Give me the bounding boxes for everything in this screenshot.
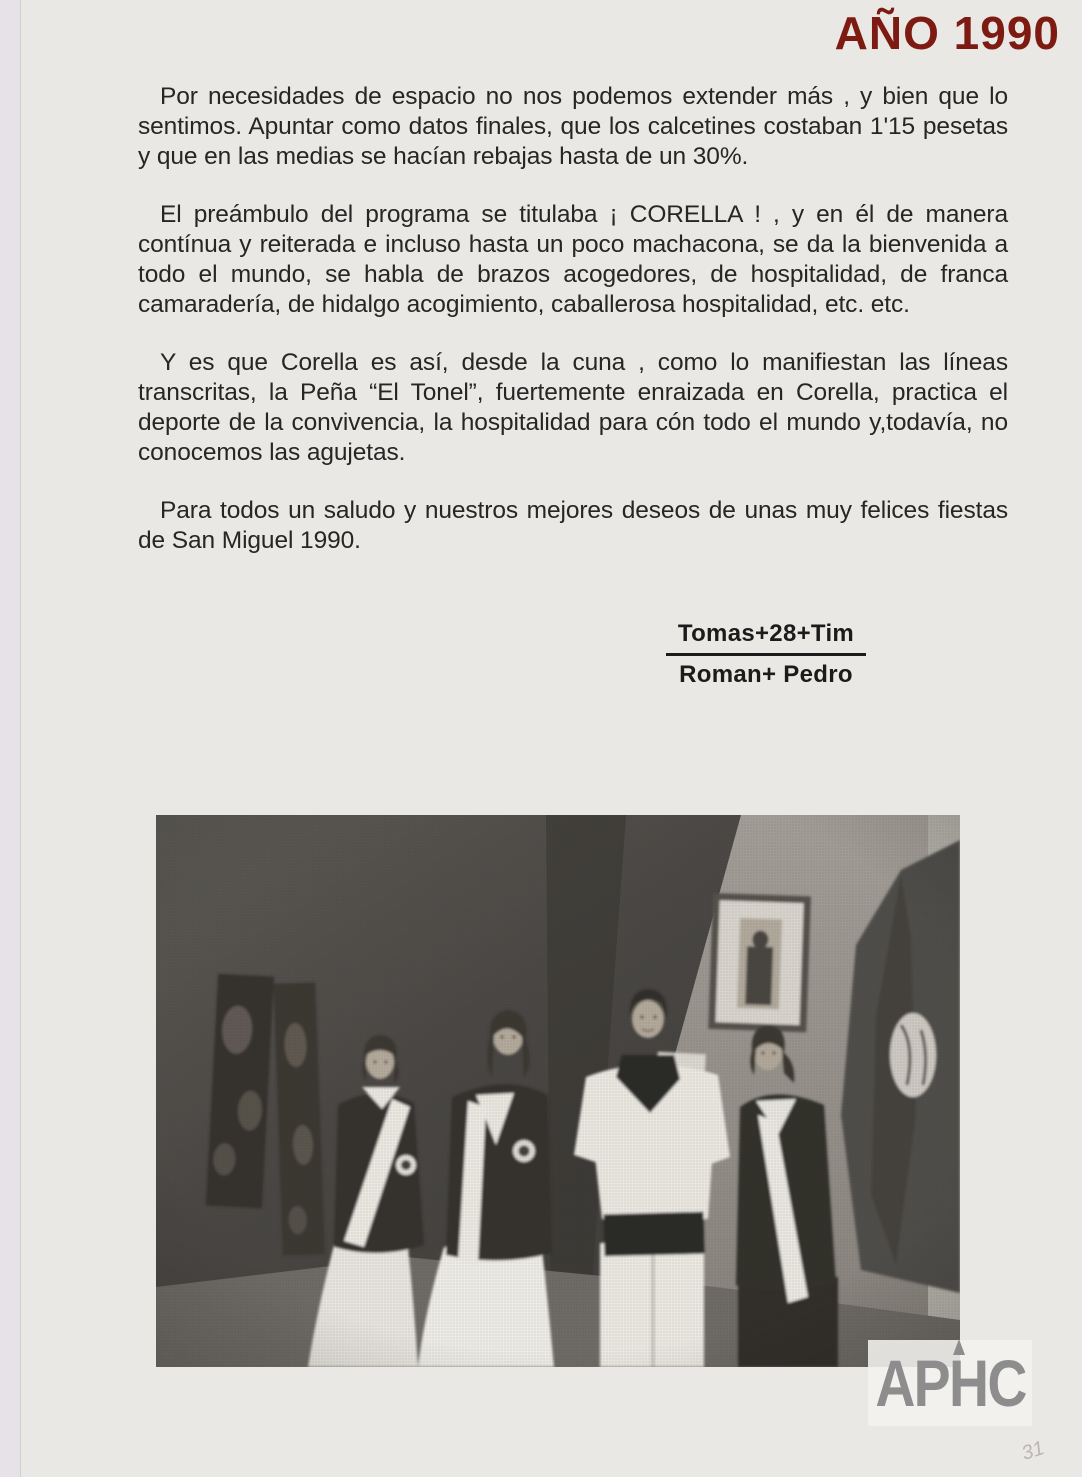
signature-line-2: Roman+ Pedro — [679, 661, 853, 688]
signature-block — [666, 620, 866, 689]
body-paragraph: Para todos un saludo y nuestros mejores deseos de unas muy felices fiestas de San Miguel 1990. — [138, 497, 1008, 554]
scan-edge-strip — [0, 0, 21, 1477]
aphc-watermark — [868, 1340, 1032, 1426]
body-paragraph: Por necesidades de espacio no nos podemos extender más , y bien que lo sentimos. Apuntar como datos finales, que los calcetines costaban 1'15 pesetas y que en las medias se hacían rebajas hasta de un 30%. — [138, 83, 1008, 170]
vignette-overlay — [156, 815, 960, 1367]
year-heading: AÑO 1990 — [834, 7, 1060, 59]
body-text-block — [138, 82, 1008, 584]
body-paragraph: Y es que Corella es así, desde la cuna , como lo manifiestan las líneas transcritas, la Peña “El Tonel”, fuertemente enraizada en Corella, practica el deporte de la convivencia, la hospitalidad para cón todo el mundo y,todavía, no conocemos las agujetas. — [138, 349, 1008, 466]
group-photo-illustration — [156, 815, 960, 1367]
body-paragraph: El preámbulo del programa se titulaba ¡ CORELLA ! , y en él de manera contínua y reiterada e incluso hasta un poco machacona, se da la bienvenida a todo el mundo, se habla de brazos acogedores, de hospitalidad, de franca camaradería, de hidalgo acogimiento, caballerosa hospitalidad, etc. etc. — [138, 201, 1008, 318]
signature-line-1: Tomas+28+Tim — [666, 620, 866, 656]
handwritten-page-number: 31 — [1018, 1437, 1047, 1465]
group-photo — [156, 815, 960, 1367]
watermark-text: APHC — [874, 1346, 1026, 1420]
